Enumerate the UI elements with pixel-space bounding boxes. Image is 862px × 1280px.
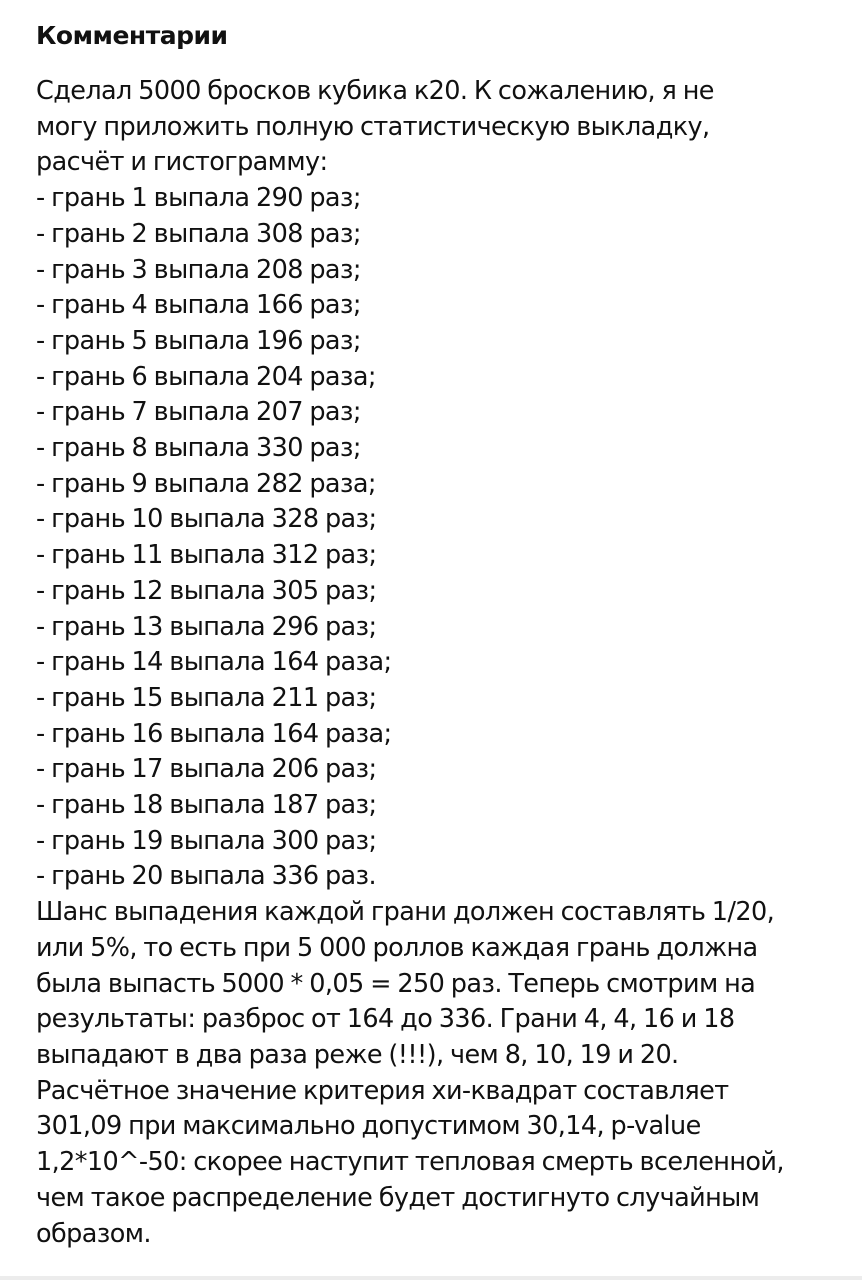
conclusion-line: была выпасть 5000 * 0,05 = 250 раз. Теперь смотрим на — [36, 968, 756, 999]
result-line: - грань 15 выпала 211 раз; — [36, 682, 377, 713]
intro-line: могу приложить полную статистическую выкладку, — [36, 111, 710, 142]
comment-body — [36, 74, 836, 1252]
intro-line: расчёт и гистограмму: — [36, 147, 328, 178]
result-line: - грань 10 выпала 328 раз; — [36, 504, 377, 535]
result-line: - грань 2 выпала 308 раз; — [36, 218, 361, 249]
result-line: - грань 11 выпала 312 раз; — [36, 540, 377, 571]
bottom-divider — [0, 1276, 862, 1280]
conclusion-line: или 5%, то есть при 5 000 роллов каждая грань должна — [36, 932, 758, 963]
result-line: - грань 12 выпала 305 раз; — [36, 575, 377, 606]
result-line: - грань 14 выпала 164 раза; — [36, 647, 392, 678]
conclusion-line: образом. — [36, 1218, 151, 1249]
result-line: - грань 17 выпала 206 раз; — [36, 754, 377, 785]
conclusion-line: 301,09 при максимально допустимом 30,14, p-value — [36, 1111, 701, 1142]
conclusion-line: выпадают в два раза реже (!!!), чем 8, 10, 19 и 20. — [36, 1039, 679, 1070]
result-line: - грань 20 выпала 336 раз. — [36, 861, 377, 892]
result-line: - грань 19 выпала 300 раз; — [36, 825, 377, 856]
result-line: - грань 5 выпала 196 раз; — [36, 325, 361, 356]
conclusion-line: 1,2*10^-50: скорее наступит тепловая смерть вселенной, — [36, 1147, 784, 1178]
result-line: - грань 18 выпала 187 раз; — [36, 790, 377, 821]
result-line: - грань 6 выпала 204 раза; — [36, 361, 376, 392]
result-line: - грань 1 выпала 290 раз; — [36, 183, 361, 214]
conclusion-line: результаты: разброс от 164 до 336. Грани 4, 4, 16 и 18 — [36, 1004, 735, 1035]
comments-title: Комментарии — [36, 21, 228, 50]
result-line: - грань 13 выпала 296 раз; — [36, 611, 377, 642]
intro-line: Сделал 5000 бросков кубика к20. К сожалению, я не — [36, 76, 714, 106]
result-line: - грань 16 выпала 164 раза; — [36, 718, 392, 749]
conclusion-line: Шанс выпадения каждой грани должен составлять 1/20, — [36, 897, 775, 928]
result-line: - грань 8 выпала 330 раз; — [36, 433, 361, 464]
result-line: - грань 7 выпала 207 раз; — [36, 397, 361, 428]
conclusion-line: Расчётное значение критерия хи-квадрат составляет — [36, 1075, 729, 1106]
conclusion-line: чем такое распределение будет достигнуто случайным — [36, 1182, 760, 1213]
result-line: - грань 9 выпала 282 раза; — [36, 468, 376, 499]
result-line: - грань 3 выпала 208 раз; — [36, 254, 361, 285]
result-line: - грань 4 выпала 166 раз; — [36, 290, 361, 321]
